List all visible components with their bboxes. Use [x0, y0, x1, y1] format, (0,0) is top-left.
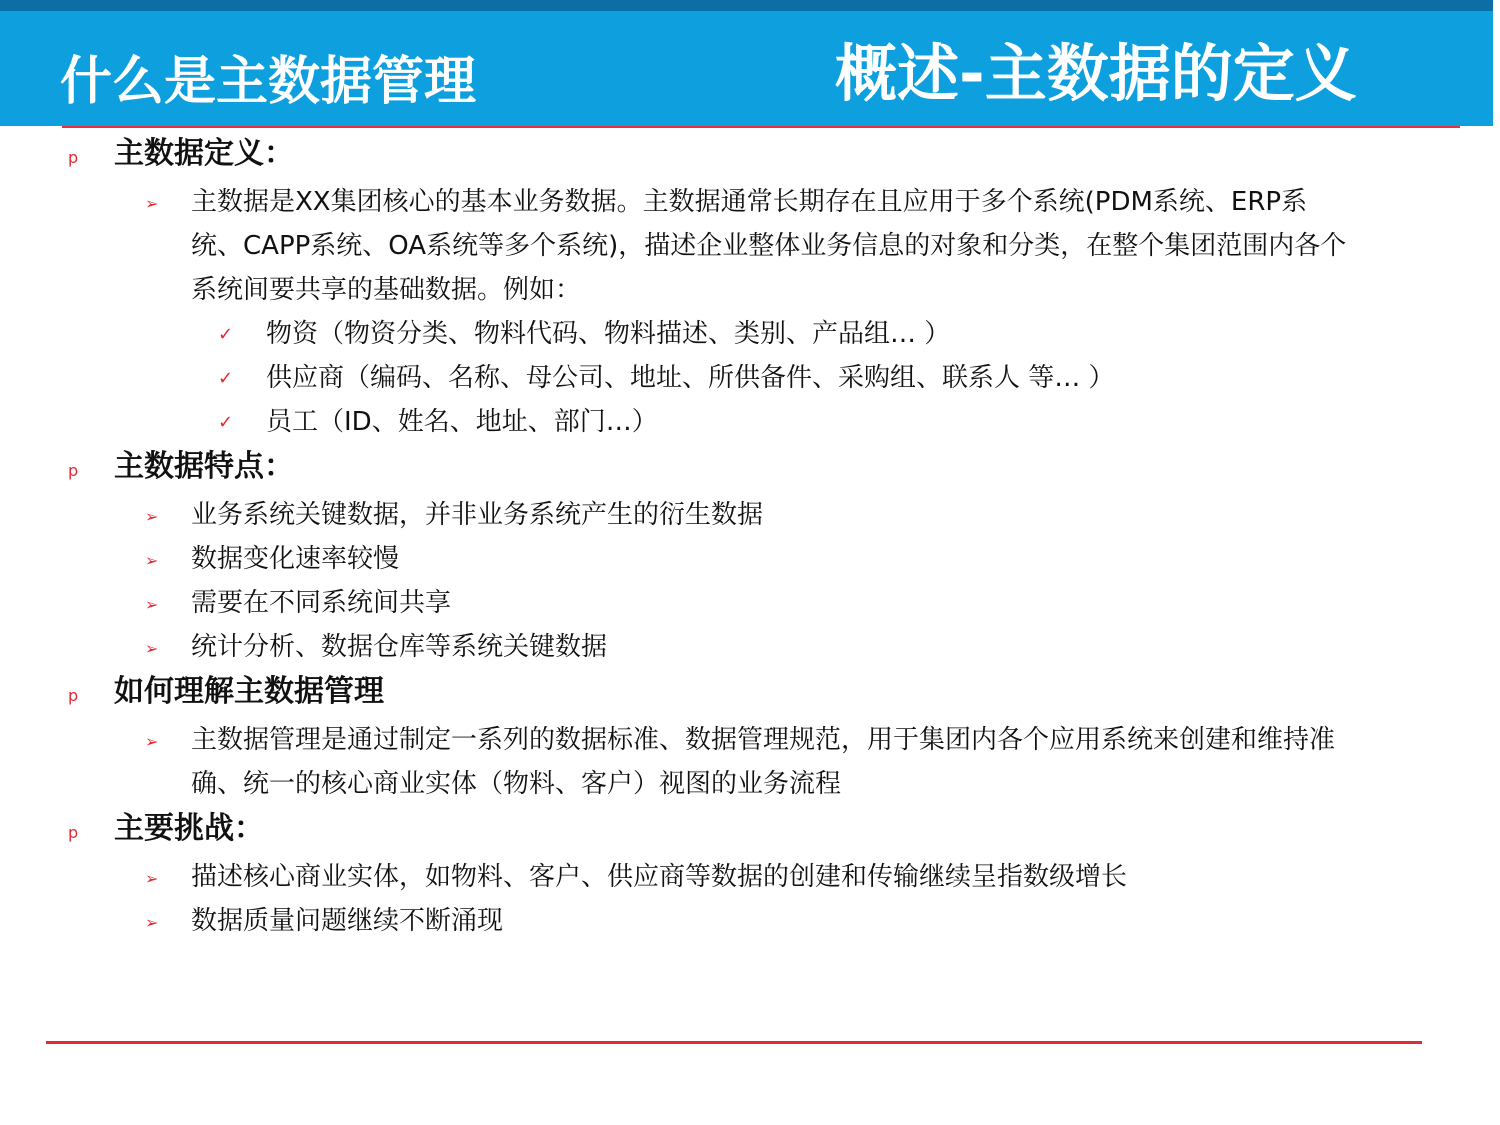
- banner-top-strip: [0, 0, 1493, 11]
- list-item-line: 需要在不同系统间共享: [191, 588, 452, 618]
- sub-list-item: 物资（物资分类、物料代码、物料描述、类别、产品组… ）: [266, 319, 951, 349]
- sub-list-item: 供应商（编码、名称、母公司、地址、所供备件、采购组、联系人 等… ）: [266, 363, 1115, 393]
- checkmark-bullet-icon: ✓: [218, 324, 234, 345]
- section-heading: 如何理解主数据管理: [114, 674, 384, 709]
- list-item-line: 数据变化速率较慢: [191, 544, 400, 574]
- bottom-divider: [46, 1041, 1422, 1044]
- list-item-line: 确、统一的核心商业实体（物料、客户）视图的业务流程: [191, 769, 842, 799]
- section-bullet-icon: p: [68, 148, 79, 167]
- section-title: 什么是主数据管理: [60, 52, 477, 112]
- arrow-bullet-icon: ➢: [145, 913, 159, 932]
- list-item-line: 系统间要共享的基础数据。例如：: [191, 275, 582, 305]
- arrow-bullet-icon: ➢: [145, 194, 159, 213]
- list-item-line: 统计分析、数据仓库等系统关键数据: [191, 632, 608, 662]
- slide-title: 概述-主数据的定义: [835, 37, 1357, 110]
- list-item-line: 主数据是XX集团核心的基本业务数据。主数据通常长期存在且应用于多个系统(PDM系统、ERP系: [191, 187, 1308, 217]
- list-item-line: 数据质量问题继续不断涌现: [191, 906, 504, 936]
- list-item-line: 统、CAPP系统、OA系统等多个系统)，描述企业整体业务信息的对象和分类，在整个集团范围内各个: [191, 231, 1347, 261]
- list-item-line: 主数据管理是通过制定一系列的数据标准、数据管理规范，用于集团内各个应用系统来创建和维持准: [191, 725, 1336, 755]
- arrow-bullet-icon: ➢: [145, 551, 159, 570]
- checkmark-bullet-icon: ✓: [218, 412, 234, 433]
- section-heading: 主数据特点：: [114, 449, 294, 484]
- arrow-bullet-icon: ➢: [145, 639, 159, 658]
- list-item-line: 描述核心商业实体，如物料、客户、供应商等数据的创建和传输继续呈指数级增长: [191, 862, 1128, 892]
- arrow-bullet-icon: ➢: [145, 732, 159, 751]
- list-item-line: 业务系统关键数据，并非业务系统产生的衍生数据: [191, 500, 764, 530]
- section-heading: 主要挑战：: [114, 811, 264, 846]
- sub-list-item: 员工（ID、姓名、地址、部门…）: [266, 407, 658, 437]
- arrow-bullet-icon: ➢: [145, 869, 159, 888]
- section-heading: 主数据定义：: [114, 136, 294, 171]
- arrow-bullet-icon: ➢: [145, 507, 159, 526]
- arrow-bullet-icon: ➢: [145, 595, 159, 614]
- top-divider: [62, 126, 1460, 128]
- section-bullet-icon: p: [68, 686, 79, 705]
- checkmark-bullet-icon: ✓: [218, 368, 234, 389]
- section-bullet-icon: p: [68, 461, 79, 480]
- section-bullet-icon: p: [68, 823, 79, 842]
